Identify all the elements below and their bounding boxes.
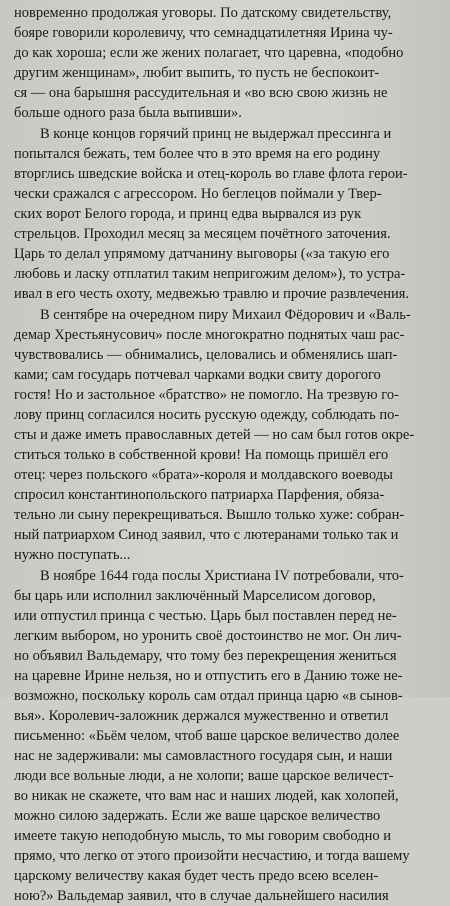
text-line: Царь то делал упрямому датчанину выговоры («за такую его: [14, 246, 390, 262]
text-line: ститься только в собственной крови! На помощь пришёл его: [14, 447, 389, 463]
text-line: чувствовались — обнимались, целовались и обменялись шап-: [14, 347, 398, 363]
paragraph-first-line: В ноябре 1644 года послы Христиана IV потребовали, что-: [40, 568, 404, 584]
text-line: во никак не скажете, что вам нас и наших людей, как холопей,: [14, 788, 399, 804]
text-line: ских ворот Белого города, и принц едва вырвался из рук: [14, 206, 362, 222]
text-line: гостя! Но и застольное «братство» не помогло. На трезвую го-: [14, 387, 399, 403]
paragraph-first-line: В сентябре на очередном пиру Михаил Фёдорович и «Валь-: [40, 307, 411, 323]
text-line: на царевне Ирине нельзя, но и отпустить его в Данию тоже не-: [14, 668, 403, 684]
text-line: нужно поступать...: [14, 547, 131, 563]
text-line: демар Хрестьянусович» после многократно поднятых чаш рас-: [14, 327, 405, 343]
text-line: или отпустил принца с честью. Царь был поставлен перед не-: [14, 608, 397, 624]
text-line: ся — она барышня рассудительная и «во всю свою жизнь не: [14, 85, 388, 101]
text-line: до как хороша; если же жених полагает, что царевна, «подобно: [14, 45, 404, 61]
text-line: ками; сам государь потчевал чарками водки свиту дорогого: [14, 367, 381, 383]
text-line: спросил константинопольского патриарха Парфения, обяза-: [14, 487, 385, 503]
text-line: бы царь или исполнил заключённый Марселисом договор,: [14, 588, 376, 604]
text-line: письменно: «Бьём челом, чтоб ваше царское величество долее: [14, 728, 400, 744]
text-line: попытался бежать, тем более что в это время на его родину: [14, 146, 381, 162]
text-line: больше одного раза была выпивши».: [14, 105, 242, 121]
text-line: можно силою задержать. Если же ваше царское величество: [14, 808, 381, 824]
text-line: ивал в его честь охоту, медвежью травлю и прочие развлечения.: [14, 286, 410, 302]
text-line: нас не задерживали: мы самовластного государя сын, и наши: [14, 748, 393, 764]
text-line: ный патриархом Синод заявил, что с лютеранами только так и: [14, 527, 399, 543]
text-line: стрельцов. Проходил месяц за месяцем почётного заточения.: [14, 226, 391, 242]
text-line: другим женщинам», любит выпить, то пусть не беспокоит-: [14, 65, 380, 81]
text-line: прямо, что легко от этого произойти несчастию, и тогда вашему: [14, 848, 410, 864]
text-line: вья». Королевич-заложник держался мужественно и ответил: [14, 708, 389, 724]
text-line: имеете такую неподобную мысль, то мы говорим свободно и: [14, 828, 392, 844]
text-line: люди все вольные люди, а не холопи; ваше царское величест-: [14, 768, 394, 784]
text-line: ною?» Вальдемар заявил, что в случае дальнейшего насилия: [14, 888, 389, 904]
text-line: но объявил Вальдемару, что тому без перекрещения жениться: [14, 648, 397, 664]
text-line: сты и даже иметь православных детей — но сам был готов окре-: [14, 427, 415, 443]
paragraph-first-line: В конце концов горячий принц не выдержал прессинга и: [40, 126, 392, 142]
text-line: вторглись шведские войска и отец-король во главе флота герои-: [14, 166, 408, 182]
text-line: любовь и ласку отплатил таким непригожим делом»), то устра-: [14, 266, 406, 282]
text-line: чески сражался с агрессором. Но беглецов поймали у Твер-: [14, 186, 382, 202]
text-line: возможно, поскольку король сам отдал принца царю «в сынов-: [14, 688, 403, 704]
text-line: лову принц согласился носить русскую одежду, соблюдать по-: [14, 407, 400, 423]
text-line: тельно ли сыну перекрещиваться. Вышло только хуже: собран-: [14, 507, 405, 523]
text-line: бояре говорили королевичу, что семнадцатилетняя Ирина чу-: [14, 25, 393, 41]
text-line: царскому величеству какая будет честь предо всею вселен-: [14, 868, 379, 884]
text-line: новременно продолжая уговоры. По датскому свидетельству,: [14, 5, 392, 21]
text-line: легким выбором, но уронить своё достоинство не мог. Он лич-: [14, 628, 402, 644]
text-line: отец: через польского «брата»-короля и молдавского воеводы: [14, 467, 393, 483]
